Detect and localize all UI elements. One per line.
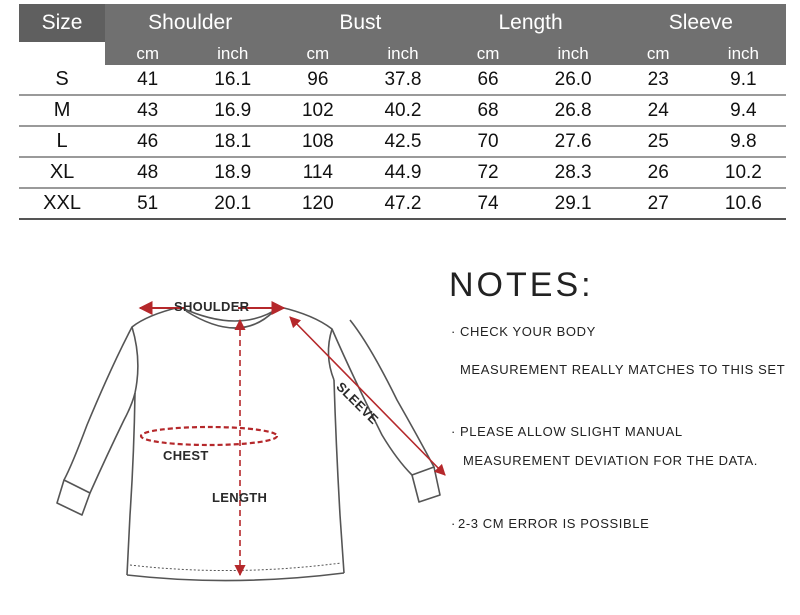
table-cell: 51	[105, 188, 190, 219]
unit-header-blank	[19, 42, 105, 65]
table-cell: 72	[445, 157, 530, 188]
unit-header-row	[19, 42, 786, 65]
note-bullet: ·	[451, 424, 456, 439]
table-cell: 120	[275, 188, 360, 219]
length-label: LENGTH	[212, 490, 268, 505]
shoulder-label: SHOULDER	[174, 299, 250, 314]
note-line: 2-3 CM ERROR IS POSSIBLE	[458, 516, 650, 531]
size-column-header: Size	[19, 4, 105, 42]
table-cell: 16.9	[190, 95, 275, 126]
table-cell: 9.1	[701, 65, 786, 95]
table-cell: 66	[445, 65, 530, 95]
table-cell: 41	[105, 65, 190, 95]
table-row	[19, 95, 786, 126]
table-cell: 10.2	[701, 157, 786, 188]
table-cell: 40.2	[360, 95, 445, 126]
table-cell: 9.4	[701, 95, 786, 126]
shirt-outline-illustration	[52, 275, 452, 605]
table-row	[19, 157, 786, 188]
note-line: MEASUREMENT REALLY MATCHES TO THIS SET	[460, 362, 786, 377]
unit-header: inch	[701, 42, 786, 65]
table-cell: 16.1	[190, 65, 275, 95]
unit-header: cm	[616, 42, 701, 65]
note-line: CHECK YOUR BODY	[460, 324, 596, 339]
table-cell: 47.2	[360, 188, 445, 219]
table-cell: 18.1	[190, 126, 275, 157]
group-header-shoulder: Shoulder	[105, 4, 275, 42]
table-cell: 37.8	[360, 65, 445, 95]
table-cell: 114	[275, 157, 360, 188]
table-cell: 43	[105, 95, 190, 126]
table-cell: 44.9	[360, 157, 445, 188]
table-cell: 46	[105, 126, 190, 157]
note-line: PLEASE ALLOW SLIGHT MANUAL	[460, 424, 683, 439]
table-cell: 18.9	[190, 157, 275, 188]
sleeve-arrow	[290, 317, 445, 475]
table-cell: 27.6	[531, 126, 616, 157]
shirt-measurement-diagram	[52, 275, 452, 605]
group-header-row	[19, 4, 786, 42]
table-cell: 27	[616, 188, 701, 219]
size-chart-table	[19, 4, 786, 220]
table-cell: 26	[616, 157, 701, 188]
unit-header: inch	[190, 42, 275, 65]
table-row	[19, 188, 786, 219]
table-cell: 9.8	[701, 126, 786, 157]
unit-header: cm	[445, 42, 530, 65]
size-cell: XXL	[19, 188, 105, 219]
table-row	[19, 65, 786, 95]
table-row	[19, 126, 786, 157]
unit-header: cm	[105, 42, 190, 65]
table-cell: 28.3	[531, 157, 616, 188]
group-header-length: Length	[445, 4, 615, 42]
size-cell: L	[19, 126, 105, 157]
chest-label: CHEST	[163, 448, 209, 463]
table-cell: 26.0	[531, 65, 616, 95]
unit-header: inch	[360, 42, 445, 65]
table-cell: 42.5	[360, 126, 445, 157]
size-cell: S	[19, 65, 105, 95]
table-cell: 102	[275, 95, 360, 126]
table-cell: 20.1	[190, 188, 275, 219]
table-cell: 96	[275, 65, 360, 95]
table-cell: 10.6	[701, 188, 786, 219]
table-cell: 48	[105, 157, 190, 188]
unit-header: inch	[531, 42, 616, 65]
shirt-outline	[57, 307, 440, 581]
sleeve-label: SLEEVE	[333, 379, 382, 428]
size-cell: XL	[19, 157, 105, 188]
table-cell: 26.8	[531, 95, 616, 126]
table-cell: 29.1	[531, 188, 616, 219]
table-cell: 25	[616, 126, 701, 157]
group-header-sleeve: Sleeve	[616, 4, 786, 42]
table-cell: 24	[616, 95, 701, 126]
note-bullet: ·	[451, 324, 456, 339]
note-bullet: ·	[451, 516, 456, 531]
table-cell: 70	[445, 126, 530, 157]
note-line: MEASUREMENT DEVIATION FOR THE DATA.	[463, 453, 758, 468]
table-cell: 108	[275, 126, 360, 157]
chest-measure-ellipse	[141, 427, 277, 445]
table-cell: 74	[445, 188, 530, 219]
notes-title: NOTES:	[449, 266, 594, 304]
group-header-bust: Bust	[275, 4, 445, 42]
table-cell: 23	[616, 65, 701, 95]
unit-header: cm	[275, 42, 360, 65]
size-cell: M	[19, 95, 105, 126]
table-cell: 68	[445, 95, 530, 126]
